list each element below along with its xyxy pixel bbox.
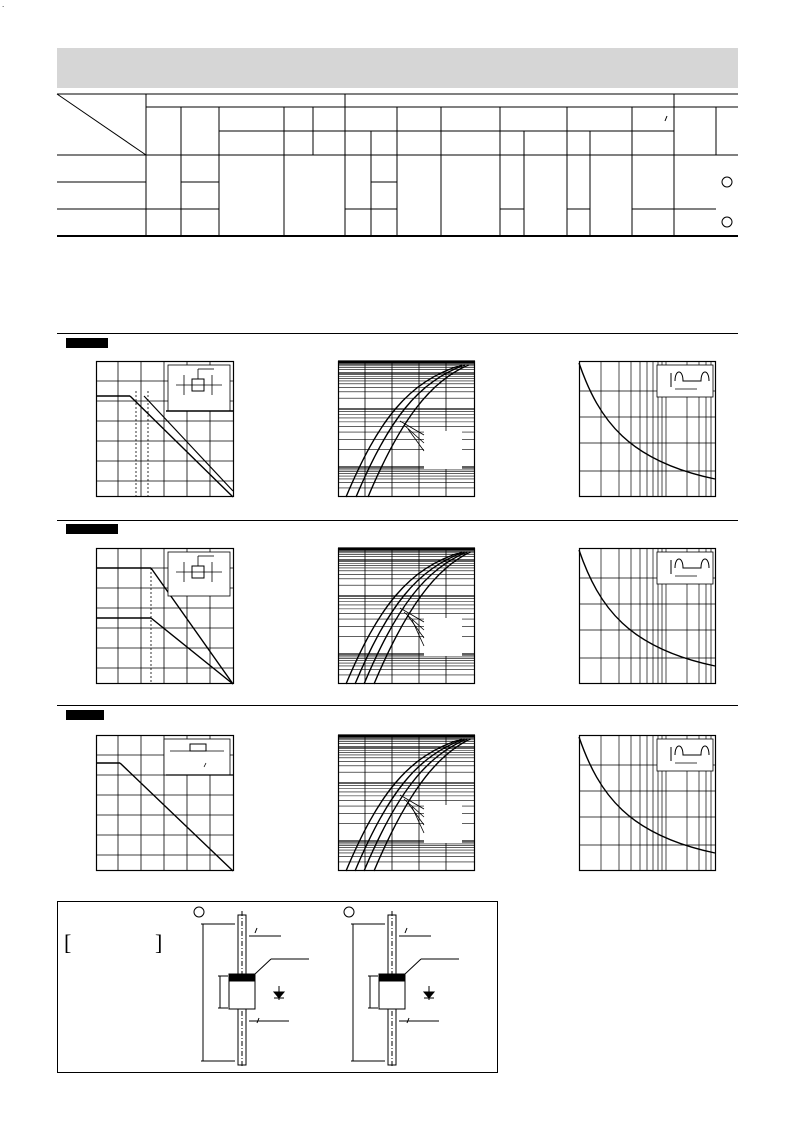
package-outline-b <box>335 903 475 1069</box>
mount-inset <box>168 552 230 596</box>
grid-line <box>404 799 424 817</box>
mount-inset <box>168 365 230 411</box>
surge-graph-3 <box>579 735 716 871</box>
legend-box <box>424 805 462 843</box>
grid-line <box>404 612 424 630</box>
section-tag-3 <box>66 710 104 720</box>
section-rule-1 <box>57 333 738 334</box>
legend-box <box>424 431 462 469</box>
derating-graph-1 <box>96 361 234 497</box>
section-tag-1 <box>66 338 108 348</box>
legend-box <box>424 618 462 656</box>
forward-graph-3 <box>338 735 475 871</box>
grid-line <box>412 807 424 833</box>
outline-bracket-close: ] <box>155 930 163 955</box>
section-rule-3 <box>57 705 738 706</box>
surge-graph-2 <box>579 548 716 684</box>
corner-dot: . <box>2 0 5 9</box>
grid-line <box>412 620 424 646</box>
ratings-table <box>0 0 793 240</box>
surge-graph-1 <box>579 361 716 497</box>
grid-line <box>400 421 424 435</box>
outline-bracket-open: [ <box>64 930 72 955</box>
forward-graph-1 <box>338 361 475 497</box>
forward-graph-2 <box>338 548 475 684</box>
derating-graph-2 <box>96 548 234 684</box>
derating-graph-3 <box>96 735 234 871</box>
section-tag-2 <box>66 524 118 534</box>
grid-line <box>404 425 424 443</box>
package-outline-a <box>185 903 325 1069</box>
section-rule-2 <box>57 520 738 521</box>
